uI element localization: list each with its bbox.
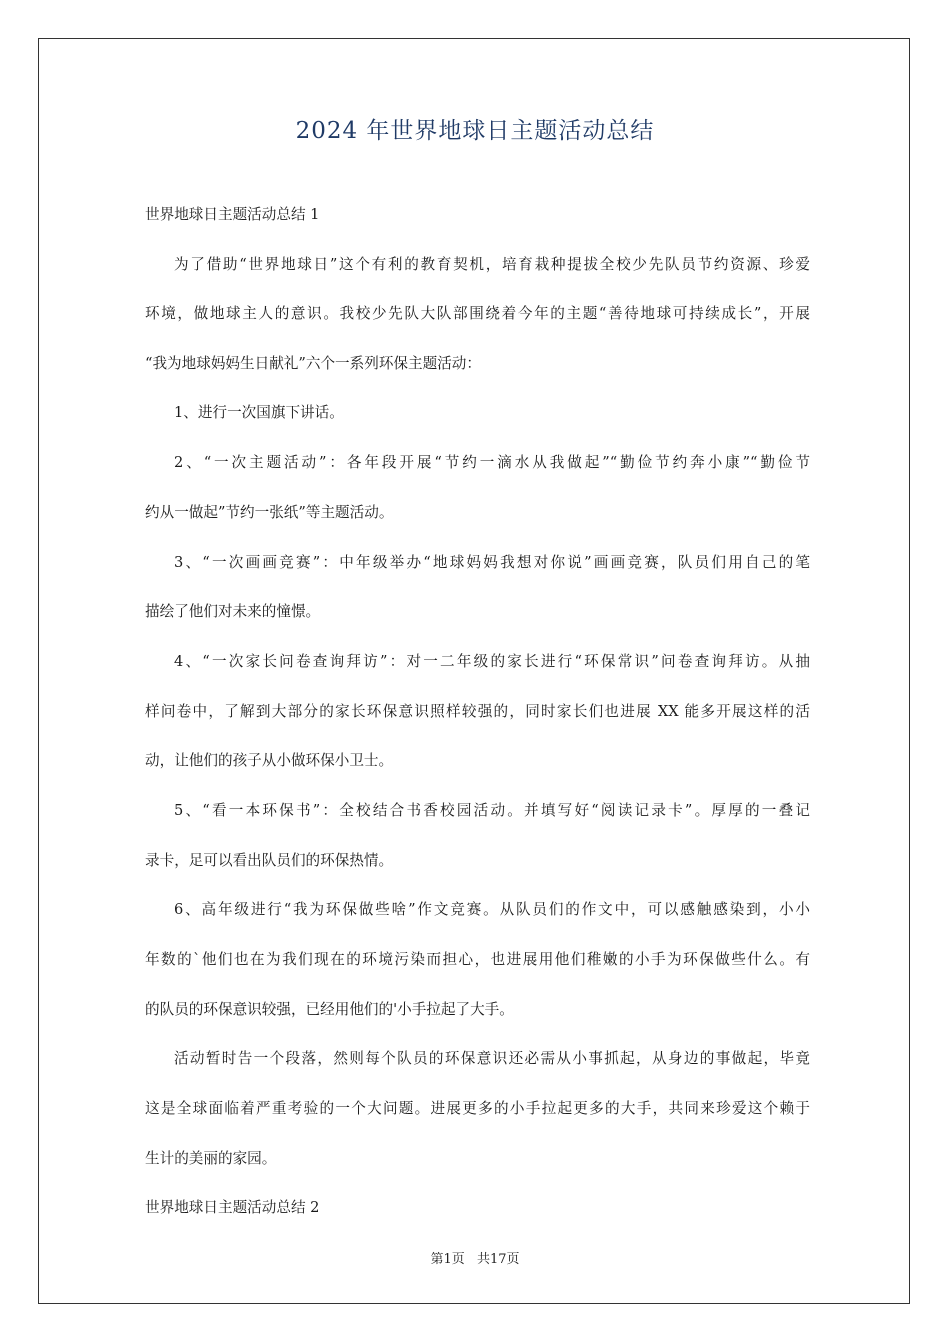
paragraph-line: 为了借助“世界地球日”这个有利的教育契机，培育栽种提拔全校少先队员节约资源、珍爱 — [174, 256, 810, 273]
list-item-1: 1、进行一次国旗下讲话。 — [174, 404, 344, 421]
paragraph-line: 年数的`他们也在为我们现在的环境污染而担心，也进展用他们稚嫩的小手为环保做些什么。有 — [145, 951, 810, 968]
page-total: 共17页 — [476, 1252, 520, 1267]
list-item-5: 5、“看一本环保书”：全校结合书香校园活动。并填写好“阅读记录卡”。厚厚的一叠记 — [174, 802, 810, 819]
paragraph-line: 约从一做起”节约一张纸”等主题活动。 — [145, 504, 394, 521]
document-title: 2024 年世界地球日主题活动总结 — [295, 118, 655, 144]
paragraph-line: 动，让他们的孩子从小做环保小卫士。 — [145, 752, 394, 769]
list-item-4: 4、“一次家长问卷查询拜访”：对一二年级的家长进行“环保常识”问卷查询拜访。从抽 — [174, 653, 810, 670]
section-heading-1: 世界地球日主题活动总结 1 — [145, 206, 320, 223]
list-item-2: 2、“一次主题活动”：各年段开展“节约一滴水从我做起”“勤俭节约奔小康”“勤俭节 — [174, 454, 810, 471]
list-item-3: 3、“一次画画竞赛”：中年级举办“地球妈妈我想对你说”画画竞赛，队员们用自己的笔 — [174, 554, 810, 571]
list-item-6: 6、高年级进行“我为环保做些啥”作文竞赛。从队员们的作文中，可以感触感染到，小小 — [174, 901, 810, 918]
page-number: 第1页 — [430, 1252, 465, 1267]
paragraph-line: 活动暂时告一个段落，然则每个队员的环保意识还必需从小事抓起，从身边的事做起，毕竟 — [174, 1050, 810, 1067]
page-footer — [0, 1248, 950, 1267]
paragraph-line: 录卡，足可以看出队员们的环保热情。 — [145, 852, 394, 869]
paragraph-line: 这是全球面临着严重考验的一个大问题。进展更多的小手拉起更多的大手，共同来珍爱这个赖于 — [145, 1100, 810, 1117]
paragraph-line: 描绘了他们对未来的憧憬。 — [145, 603, 321, 620]
paragraph-line: 环境，做地球主人的意识。我校少先队大队部围绕着今年的主题“善待地球可持续成长”，开展 — [145, 305, 810, 322]
paragraph-line: 生计的美丽的家园。 — [145, 1150, 277, 1167]
paragraph-line: 样问卷中，了解到大部分的家长环保意识照样较强的，同时家长们也进展 XX 能多开展这样的活 — [145, 703, 810, 720]
section-heading-2: 世界地球日主题活动总结 2 — [145, 1199, 320, 1216]
paragraph-line: “我为地球妈妈生日献礼”六个一系列环保主题活动： — [145, 355, 481, 372]
paragraph-line: 的队员的环保意识较强，已经用他们的'小手拉起了大手。 — [145, 1001, 514, 1018]
